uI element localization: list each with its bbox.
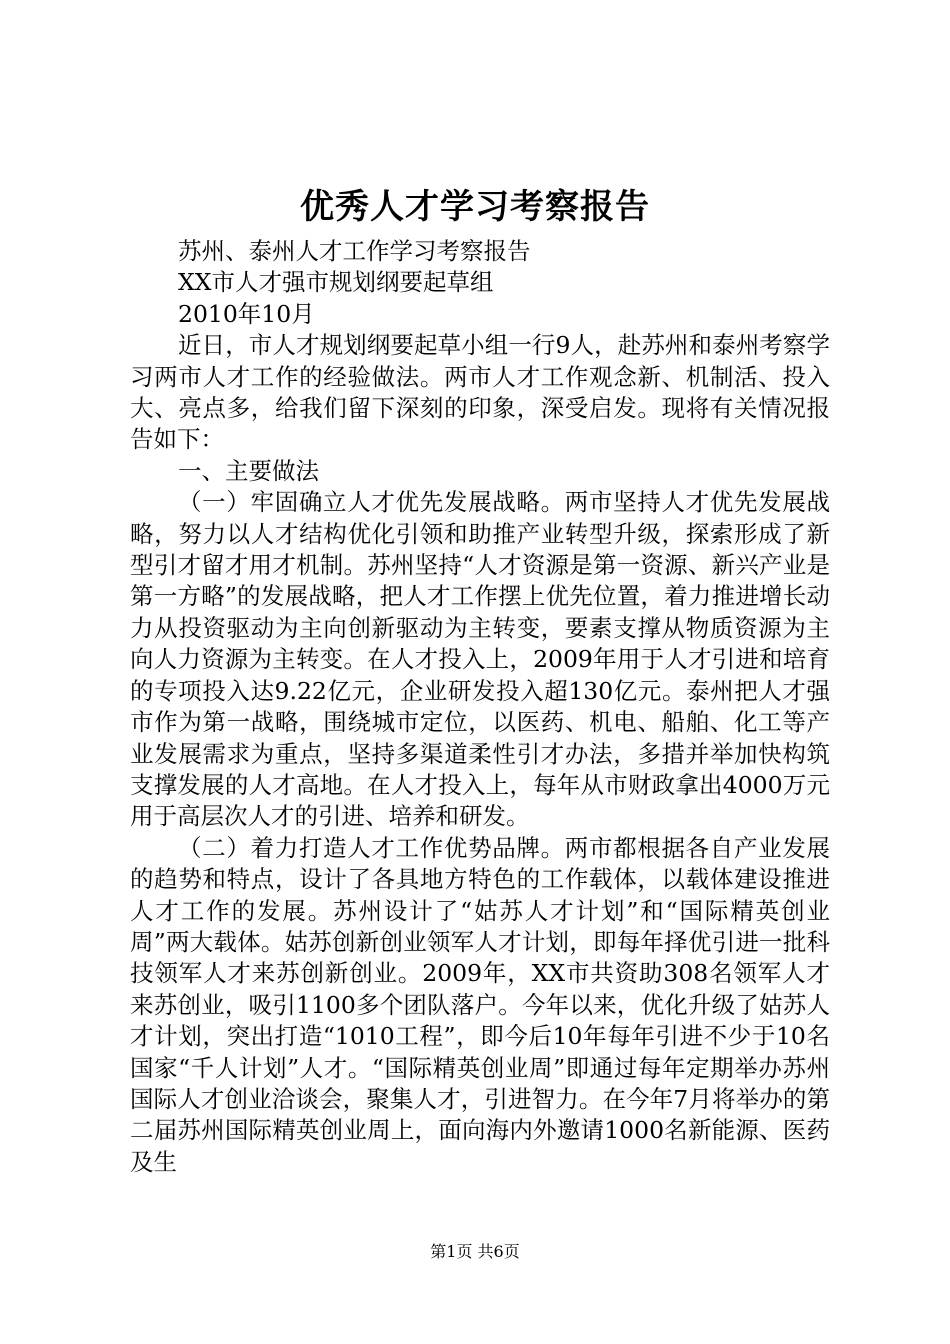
report-date: 2010年10月	[178, 299, 315, 328]
report-author: XX市人才强市规划纲要起草组	[178, 268, 494, 297]
report-subtitle: 苏州、泰州人才工作学习考察报告	[178, 237, 531, 265]
document-title: 优秀人才学习考察报告	[300, 187, 650, 227]
body-paragraph-1: （一）牢固确立人才优先发展战略。两市坚持人才优先发展战略，努力以人才结构优化引领和助推产业转型升级，探索形成了新型引才留才用才机制。苏州坚持“人才资源是第一资源、新兴产业是第一方略”的发展战略，把人才工作摆上优先位置，着力推进增长动力从投资驱动为主向创新驱动为主转变，要素支撑从物质资源为主向人力资源为主转变。在人才投入上，2009年用于人才引进和培育的专项投入达9.22亿元，企业研发投入超130亿元。泰州把人才强市作为第一战略，围绕城市定位，以医药、机电、船舶、化工等产业发展需求为重点，坚持多渠道柔性引才办法，多措并举加快构筑支撑发展的人才高地。在人才投入上，每年从市财政拿出4000万元用于高层次人才的引进、培养和研发。	[130, 488, 830, 831]
section-heading: 一、主要做法	[178, 456, 319, 485]
page-footer: 第1页 共6页	[430, 1242, 520, 1261]
document-body	[130, 236, 830, 1178]
body-paragraph-2: （二）着力打造人才工作优势品牌。两市都根据各自产业发展的趋势和特点，设计了各具地方特色的工作载体，以载体建设推进人才工作的发展。苏州设计了“姑苏人才计划”和“国际精英创业周”两大载体。姑苏创新创业领军人才计划，即每年择优引进一批科技领军人才来苏创新创业。2009年，XX市共资助308名领军人才来苏创业，吸引1100多个团队落户。今年以来，优化升级了姑苏人才计划，突出打造“1010工程”，即今后10年每年引进不少于10名国家“千人计划”人才。“国际精英创业周”即通过每年定期举办苏州国际人才创业洽谈会，聚集人才，引进智力。在今年7月将举办的第二届苏州国际精英创业周上，面向海内外邀请1000名新能源、医药及生	[130, 833, 830, 1176]
intro-paragraph: 近日，市人才规划纲要起草小组一行9人，赴苏州和泰州考察学习两市人才工作的经验做法。两市人才工作观念新、机制活、投入大、亮点多，给我们留下深刻的印象，深受启发。现将有关情况报告如下：	[130, 331, 830, 454]
